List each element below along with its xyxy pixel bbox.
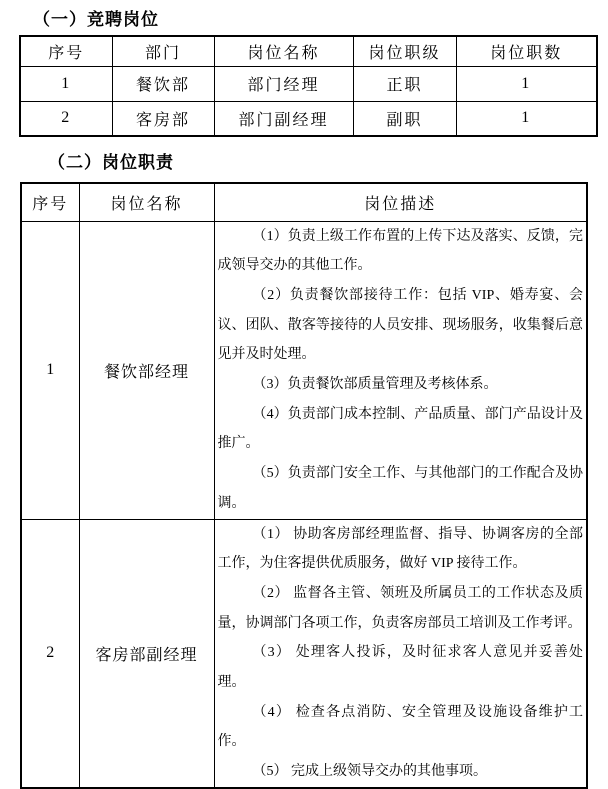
positions-row	[20, 66, 597, 101]
duty-item: （4）负责部门成本控制、产品质量、部门产品设计及推广。	[217, 406, 583, 452]
positions-table	[19, 35, 598, 137]
cell-position: 餐饮部经理	[79, 221, 214, 519]
duty-item: （2）负责餐饮部接待工作：包括 VIP、婚寿宴、会议、团队、散客等接待的人员安排、现场服务，收集餐后意见并及时处理。	[217, 287, 583, 363]
duty-item: （5）负责部门安全工作、与其他部门的工作配合及协调。	[217, 466, 583, 511]
col-header-count: 岗位职数	[456, 36, 597, 66]
col-header-dept: 部门	[112, 36, 214, 66]
col-header-no: 序号	[21, 183, 79, 221]
section2-heading: （二）岗位职责	[48, 153, 174, 172]
cell-description	[214, 221, 587, 519]
cell-no: 1	[20, 66, 112, 101]
responsibilities-row	[21, 221, 587, 519]
cell-count: 1	[456, 101, 597, 136]
duty-item: （2） 监督各主管、领班及所属员工的工作状态及质量，协调部门各项工作，负责客房部员工培训及工作考评。	[217, 585, 583, 631]
cell-no: 2	[20, 101, 112, 136]
duty-item: （3） 处理客人投诉，及时征求客人意见并妥善处理。	[217, 645, 583, 691]
cell-count: 1	[456, 66, 597, 101]
cell-position: 部门副经理	[214, 101, 353, 136]
responsibilities-table	[20, 182, 588, 789]
cell-dept: 客房部	[112, 101, 214, 136]
cell-rank: 副职	[353, 101, 456, 136]
cell-rank: 正职	[353, 66, 456, 101]
cell-position: 客房部副经理	[79, 519, 214, 788]
positions-header-row	[20, 36, 597, 66]
cell-dept: 餐饮部	[112, 66, 214, 101]
col-header-no: 序号	[20, 36, 112, 66]
col-header-position: 岗位名称	[79, 183, 214, 221]
cell-no: 1	[21, 221, 79, 519]
cell-description	[214, 519, 587, 788]
duty-item: （3）负责餐饮部质量管理及考核体系。	[252, 377, 498, 393]
col-header-description: 岗位描述	[214, 183, 587, 221]
cell-position: 部门经理	[214, 66, 353, 101]
duty-item: （1） 协助客房部经理监督、指导、协调客房的全部工作，为住客提供优质服务，做好 VIP 接待工作。	[217, 526, 583, 572]
responsibilities-row	[21, 519, 587, 788]
cell-no: 2	[21, 519, 79, 788]
section1-heading: （一）竞聘岗位	[33, 10, 159, 29]
col-header-rank: 岗位职级	[353, 36, 456, 66]
duty-item: （1）负责上级工作布置的上传下达及落实、反馈，完成领导交办的其他工作。	[217, 228, 583, 274]
responsibilities-header-row	[21, 183, 587, 221]
col-header-position: 岗位名称	[214, 36, 353, 66]
duty-item: （4） 检查各点消防、安全管理及设施设备维护工作。	[217, 704, 583, 750]
positions-row	[20, 101, 597, 136]
duty-item: （5） 完成上级领导交办的其他事项。	[252, 764, 487, 780]
